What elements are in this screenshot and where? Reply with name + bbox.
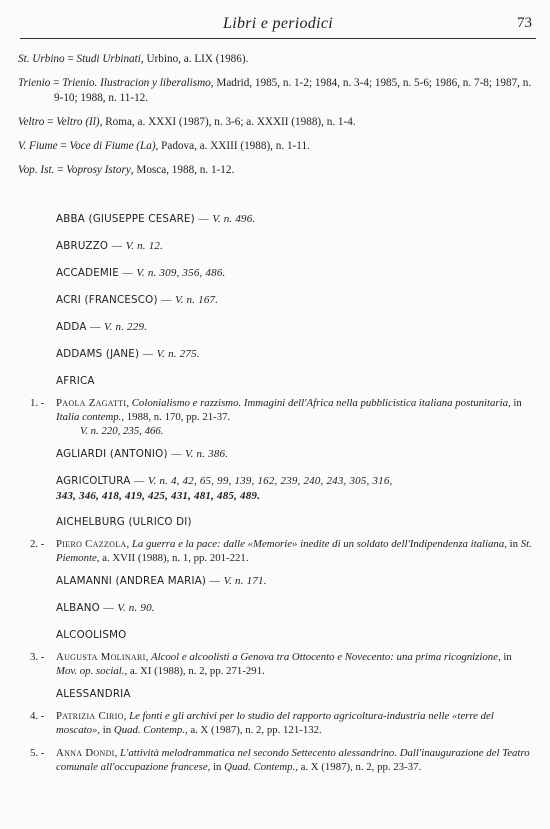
entry-reference: V. n. 309, 356, 486. [136, 267, 226, 279]
abbreviation-details: , Urbino, a. LIX (1986). [140, 53, 249, 65]
abbreviation-details: , Roma, a. XXXI (1987), n. 3-6; a. XXXII (1988), n. 1-4. [99, 116, 356, 128]
entry-in: , in [97, 724, 114, 736]
entry-heading: AGLIARDI (ANTONIO) [56, 448, 168, 460]
entry-reference: V. n. 171. [223, 575, 267, 587]
abbreviation-details: , Madrid, 1985, n. 1-2; 1984, n. 3-4; 1985, n. 5-6; 1986, n. 7-8; 1987, n. 9-10; 1988, n. 11-12. [54, 77, 532, 104]
entry-in: , in [497, 651, 512, 663]
abbreviation-key: Vop. Ist. [18, 164, 55, 176]
entry-reference: V. n. 386. [185, 448, 229, 460]
entry-heading: AGRICOLTURA [56, 475, 131, 487]
entry-heading: ADDA [56, 321, 87, 333]
entry-reference: V. n. 275. [156, 348, 200, 360]
page-header [20, 14, 536, 39]
abbreviation-key: V. Fiume [18, 140, 58, 152]
entry-in: , in [504, 538, 521, 550]
index-entry: ABRUZZO — V. n. 12. [56, 240, 164, 252]
entry-reference-continued: 343, 346, 418, 419, 425, 431, 481, 485, 489. [56, 490, 261, 502]
abbreviation-full: Trienio. Ilustracion y liberalismo [62, 77, 211, 89]
abbreviation-full: Studi Urbinati [76, 53, 141, 65]
entry-reference: V. n. 12. [125, 240, 164, 252]
abbreviation-entry: Vop. Ist. = Voprosy Istory, Mosca, 1988, n. 1-12. [18, 164, 235, 176]
entry-author: Patrizia Cirio [56, 710, 124, 722]
abbreviation-key: Trienio [18, 77, 51, 89]
bibliography-entry: 4. - Patrizia Cirio, Le fonti e gli archivi per lo studio del rapporto agricoltura-industria nelle «terre del moscato», in Quad. Contemp., a. X (1987), n. 2, pp. 121-132. [30, 710, 494, 736]
entry-number: 1. - [30, 397, 45, 409]
index-heading: ALCOOLISMO [56, 629, 127, 641]
index-entry: ACCADEMIE — V. n. 309, 356, 486. [56, 267, 226, 279]
index-entry: AGRICOLTURA — V. n. 4, 42, 65, 99, 139, 162, 239, 240, 243, 305, 316, 343, 346, 418, 419, 425, 431, 481, 485, 489. [56, 475, 393, 502]
entry-journal: St. Piemonte [56, 538, 532, 564]
abbreviation-entry: V. Fiume = Voce di Fiume (La), Padova, a. XXIII (1988), n. 1-11. [18, 140, 310, 152]
running-title: Libri e periodici [223, 15, 333, 32]
index-entry: ALAMANNI (ANDREA MARIA) — V. n. 171. [56, 575, 267, 587]
entry-number: 4. - [30, 710, 45, 722]
entry-number: 3. - [30, 651, 45, 663]
abbreviation-key: Veltro [18, 116, 45, 128]
entry-title: La guerra e la pace: dalle «Memorie» inedite di un soldato dell'Indipendenza italiana [131, 538, 505, 550]
index-heading: AICHELBURG (ULRICO DI) [56, 516, 192, 528]
entry-author: Paola Zagatti [56, 397, 127, 409]
index-entry: AGLIARDI (ANTONIO) — V. n. 386. [56, 448, 229, 460]
entry-heading: ACRI (FRANCESCO) [56, 294, 158, 306]
abbreviation-details: , Padova, a. XXIII (1988), n. 1-11. [155, 140, 310, 152]
entry-reference: V. n. 220, 235, 466. [80, 425, 164, 437]
index-entry: ACRI (FRANCESCO) — V. n. 167. [56, 294, 219, 306]
index-entry: ADDA — V. n. 229. [56, 321, 148, 333]
index-heading: AFRICA [56, 375, 95, 387]
bibliography-entry: 3. - Augusta Molinari, Alcool e alcoolisti a Genova tra Ottocento e Novecento: una prima ricognizione, in Mov. op. social., a. XI (1988), n. 2, pp. 271-291. [30, 651, 512, 677]
bibliography-entry: 5. - Anna Dondi, L'attività melodrammatica nel secondo Settecento alessandrino. Dall'inaugurazione del Teatro comunale all'occupazione francese, in Quad. Contemp., a. X (1987), n. 2, pp. 23-37. [30, 747, 530, 773]
entry-heading: ALBANO [56, 602, 100, 614]
abbreviations-list [18, 52, 534, 187]
entry-details: , a. X (1987), n. 2, pp. 121-132. [184, 724, 322, 736]
abbreviation-details: , Mosca, 1988, n. 1-12. [130, 164, 235, 176]
entry-reference: V. n. 496. [212, 213, 256, 225]
entry-reference: V. n. 4, 42, 65, 99, 139, 162, 239, 240, 243, 305, 316, [147, 475, 393, 487]
abbreviation-key: St. Urbino [18, 53, 65, 65]
entry-heading: ALAMANNI (ANDREA MARIA) [56, 575, 207, 587]
abbreviation-full: Voprosy Istory [66, 164, 131, 176]
entry-journal: Quad. Contemp. [224, 761, 296, 773]
entry-details: , a. XI (1988), n. 2, pp. 271-291. [124, 665, 265, 677]
entry-title: L'attività melodrammatica nel secondo Settecento alessandrino. Dall'inaugurazione del Teatro comunale all'occupazione francese [56, 747, 530, 773]
entry-details: , 1988, n. 170, pp. 21-37. [121, 411, 231, 423]
entry-reference: V. n. 167. [175, 294, 219, 306]
abbreviation-entry: Trienio = Trienio. Ilustracion y liberalismo, Madrid, 1985, n. 1-2; 1984, n. 3-4; 1985, n. 5-6; 1986, n. 7-8; 1987, n. 9-10; 1988, n. 11-12. [18, 77, 532, 104]
entry-reference: V. n. 90. [117, 602, 155, 614]
entry-heading: ABRUZZO [56, 240, 109, 252]
entry-heading: ABBA (GIUSEPPE CESARE) [56, 213, 195, 225]
index-entry: ADDAMS (JANE) — V. n. 275. [56, 348, 200, 360]
subject-index [30, 212, 534, 783]
index-heading: ALESSANDRIA [56, 688, 131, 700]
entry-author: Piero Cazzola [56, 538, 127, 550]
entry-number: 2. - [30, 538, 45, 550]
bibliography-entry: 2. - Piero Cazzola, La guerra e la pace: dalle «Memorie» inedite di un soldato dell'Indipendenza italiana, in St. Piemonte, a. XVII (1988), n. 1, pp. 201-221. [30, 538, 532, 564]
abbreviation-full: Veltro (Il) [56, 116, 100, 128]
index-entry: ALBANO — V. n. 90. [56, 602, 155, 614]
entry-title: Colonialismo e razzismo. Immagini dell'Africa nella pubblicistica italiana postunitaria [131, 397, 509, 409]
abbreviation-entry: Veltro = Veltro (Il), Roma, a. XXXI (1987), n. 3-6; a. XXXII (1988), n. 1-4. [18, 116, 356, 128]
entry-author: Augusta Molinari [56, 651, 146, 663]
entry-in: , in [508, 397, 522, 409]
entry-number: 5. - [30, 747, 45, 759]
entry-journal: Italia contemp. [56, 411, 122, 423]
entry-journal: Mov. op. social. [56, 665, 125, 677]
entry-author: Anna Dondi [56, 747, 115, 759]
entry-journal: Quad. Contemp. [113, 724, 185, 736]
index-entry: ABBA (GIUSEPPE CESARE) — V. n. 496. [56, 213, 256, 225]
page-number: 73 [517, 15, 532, 31]
bibliography-entry: 1. - Paola Zagatti, Colonialismo e razzismo. Immagini dell'Africa nella pubblicistica italiana postunitaria, in Italia contemp., 1988, n. 170, pp. 21-37. V. n. 220, 235, 466. [30, 396, 534, 438]
entry-details: , a. X (1987), n. 2, pp. 23-37. [295, 761, 422, 773]
entry-title: Alcool e alcoolisti a Genova tra Ottocento e Novecento: una prima ricognizione [151, 651, 498, 663]
abbreviation-full: Voce di Fiume (La) [69, 140, 156, 152]
entry-details: , a. XVII (1988), n. 1, pp. 201-221. [96, 552, 249, 564]
entry-heading: ADDAMS (JANE) [56, 348, 140, 360]
abbreviation-entry: St. Urbino = Studi Urbinati, Urbino, a. LIX (1986). [18, 53, 249, 65]
entry-title: Le fonti e gli archivi per lo studio del rapporto agricoltura-industria nelle «terre del moscato» [56, 710, 494, 736]
entry-heading: ACCADEMIE [56, 267, 119, 279]
entry-reference: V. n. 229. [104, 321, 148, 333]
entry-in: , in [207, 761, 225, 773]
